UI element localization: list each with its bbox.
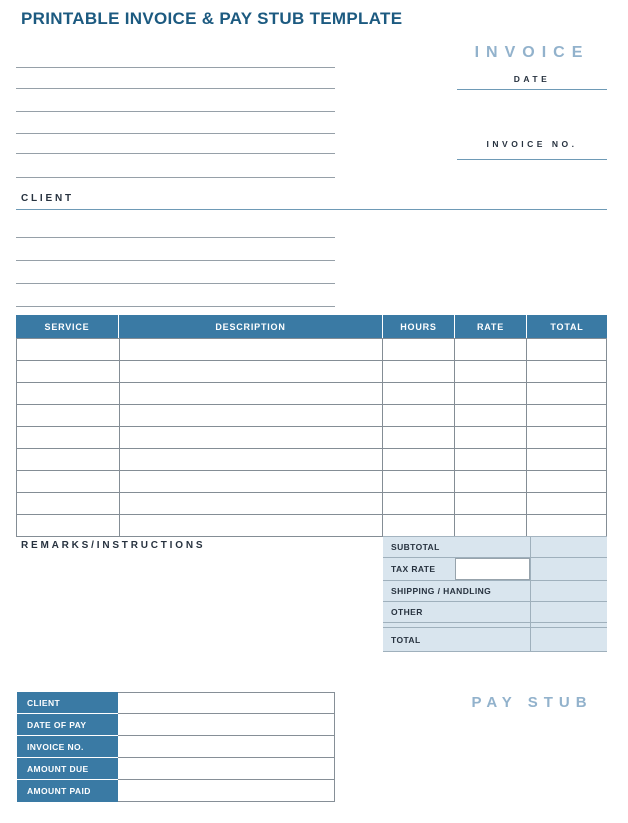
description-cell[interactable] bbox=[120, 361, 384, 383]
table-row bbox=[17, 449, 607, 471]
hours-cell[interactable] bbox=[383, 383, 455, 405]
sender-blank-line[interactable] bbox=[16, 67, 335, 68]
other-value[interactable] bbox=[530, 602, 607, 622]
total-cell[interactable] bbox=[527, 405, 607, 427]
pay-stub-row-amount-paid bbox=[17, 780, 335, 802]
subtotal-label: SUBTOTAL bbox=[391, 542, 440, 552]
service-cell[interactable] bbox=[17, 449, 120, 471]
total-cell[interactable] bbox=[527, 471, 607, 493]
sender-blank-line[interactable] bbox=[16, 133, 335, 134]
pay-stub-heading: PAY STUB bbox=[471, 694, 593, 711]
total-cell[interactable] bbox=[527, 449, 607, 471]
total-cell[interactable] bbox=[527, 515, 607, 537]
tax-rate-label: TAX RATE bbox=[391, 564, 436, 574]
rate-cell[interactable] bbox=[455, 449, 527, 471]
date-field-line[interactable] bbox=[457, 89, 607, 90]
total-value[interactable] bbox=[530, 628, 607, 651]
date-label: DATE bbox=[513, 74, 551, 84]
summary-row-tax-rate bbox=[383, 558, 607, 581]
table-row bbox=[17, 383, 607, 405]
invoice-summary bbox=[383, 536, 607, 652]
pay-stub-amount-due-value[interactable] bbox=[118, 758, 335, 780]
shipping-handling-value[interactable] bbox=[530, 581, 607, 601]
tax-rate-input[interactable] bbox=[455, 558, 530, 580]
summary-row-other bbox=[383, 602, 607, 623]
pay-stub-row-date-of-pay bbox=[17, 714, 335, 736]
pay-stub-client-value[interactable] bbox=[118, 692, 335, 714]
pay-stub-table bbox=[17, 692, 335, 802]
client-blank-line[interactable] bbox=[16, 237, 335, 238]
total-cell[interactable] bbox=[527, 427, 607, 449]
client-blank-line[interactable] bbox=[16, 283, 335, 284]
table-row bbox=[17, 427, 607, 449]
pay-stub-amount-paid-label: AMOUNT PAID bbox=[17, 780, 118, 802]
sender-blank-line[interactable] bbox=[16, 111, 335, 112]
hours-cell[interactable] bbox=[383, 405, 455, 427]
pay-stub-amount-due-label: AMOUNT DUE bbox=[17, 758, 118, 780]
service-cell[interactable] bbox=[17, 471, 120, 493]
invoice-no-label: INVOICE NO. bbox=[486, 139, 578, 149]
rate-cell[interactable] bbox=[455, 427, 527, 449]
total-cell[interactable] bbox=[527, 383, 607, 405]
client-blank-line[interactable] bbox=[16, 260, 335, 261]
hours-cell[interactable] bbox=[383, 471, 455, 493]
pay-stub-date-of-pay-value[interactable] bbox=[118, 714, 335, 736]
total-cell[interactable] bbox=[527, 361, 607, 383]
page-title: PRINTABLE INVOICE & PAY STUB TEMPLATE bbox=[21, 9, 403, 28]
hours-cell[interactable] bbox=[383, 449, 455, 471]
summary-row-subtotal bbox=[383, 537, 607, 558]
sender-blank-line[interactable] bbox=[16, 177, 335, 178]
total-label: TOTAL bbox=[391, 634, 421, 645]
service-cell[interactable] bbox=[17, 493, 120, 515]
table-row bbox=[17, 339, 607, 361]
rate-cell[interactable] bbox=[455, 515, 527, 537]
total-cell[interactable] bbox=[527, 339, 607, 361]
description-cell[interactable] bbox=[120, 515, 384, 537]
description-cell[interactable] bbox=[120, 471, 384, 493]
description-cell[interactable] bbox=[120, 339, 384, 361]
service-cell[interactable] bbox=[17, 339, 120, 361]
hours-cell[interactable] bbox=[383, 339, 455, 361]
rate-cell[interactable] bbox=[455, 493, 527, 515]
service-table-header bbox=[16, 315, 607, 338]
client-field-line[interactable] bbox=[16, 209, 607, 210]
description-cell[interactable] bbox=[120, 493, 384, 515]
pay-stub-client-label: CLIENT bbox=[17, 692, 118, 714]
total-cell[interactable] bbox=[527, 493, 607, 515]
table-row bbox=[17, 515, 607, 537]
pay-stub-date-of-pay-label: DATE OF PAY bbox=[17, 714, 118, 736]
description-cell[interactable] bbox=[120, 449, 384, 471]
invoice-no-field-line[interactable] bbox=[457, 159, 607, 160]
hours-cell[interactable] bbox=[383, 361, 455, 383]
table-row bbox=[17, 471, 607, 493]
rate-cell[interactable] bbox=[455, 471, 527, 493]
table-row bbox=[17, 405, 607, 427]
service-cell[interactable] bbox=[17, 515, 120, 537]
description-cell[interactable] bbox=[120, 383, 384, 405]
invoice-heading: INVOICE bbox=[474, 44, 590, 61]
column-header-service: SERVICE bbox=[16, 315, 119, 338]
pay-stub-invoice-no-value[interactable] bbox=[118, 736, 335, 758]
table-row bbox=[17, 361, 607, 383]
shipping-handling-label: SHIPPING / HANDLING bbox=[391, 586, 492, 596]
pay-stub-amount-paid-value[interactable] bbox=[118, 780, 335, 802]
table-row bbox=[17, 493, 607, 515]
tax-rate-value[interactable] bbox=[530, 558, 607, 580]
pay-stub-row-client bbox=[17, 692, 335, 714]
remarks-label: REMARKS/INSTRUCTIONS bbox=[21, 540, 206, 551]
rate-cell[interactable] bbox=[455, 361, 527, 383]
service-cell[interactable] bbox=[17, 383, 120, 405]
subtotal-value[interactable] bbox=[530, 537, 607, 557]
column-header-rate: RATE bbox=[455, 315, 527, 338]
sender-blank-line[interactable] bbox=[16, 153, 335, 154]
client-blank-line[interactable] bbox=[16, 306, 335, 307]
service-cell[interactable] bbox=[17, 361, 120, 383]
column-header-total: TOTAL bbox=[550, 321, 584, 332]
service-table bbox=[16, 315, 607, 537]
service-cell[interactable] bbox=[17, 405, 120, 427]
description-cell[interactable] bbox=[120, 427, 384, 449]
client-label: CLIENT bbox=[21, 193, 74, 204]
pay-stub-invoice-no-label: INVOICE NO. bbox=[17, 736, 118, 758]
summary-row-shipping bbox=[383, 581, 607, 602]
summary-row-total bbox=[383, 628, 607, 652]
service-cell[interactable] bbox=[17, 427, 120, 449]
rate-cell[interactable] bbox=[455, 405, 527, 427]
column-header-hours: HOURS bbox=[383, 315, 455, 338]
column-header-description: DESCRIPTION bbox=[119, 315, 383, 338]
hours-cell[interactable] bbox=[383, 493, 455, 515]
sender-blank-line[interactable] bbox=[16, 88, 335, 89]
hours-cell[interactable] bbox=[383, 427, 455, 449]
description-cell[interactable] bbox=[120, 405, 384, 427]
hours-cell[interactable] bbox=[383, 515, 455, 537]
service-table-body bbox=[16, 338, 607, 537]
rate-cell[interactable] bbox=[455, 339, 527, 361]
rate-cell[interactable] bbox=[455, 383, 527, 405]
pay-stub-row-invoice-no bbox=[17, 736, 335, 758]
pay-stub-row-amount-due bbox=[17, 758, 335, 780]
other-label: OTHER bbox=[391, 607, 423, 617]
